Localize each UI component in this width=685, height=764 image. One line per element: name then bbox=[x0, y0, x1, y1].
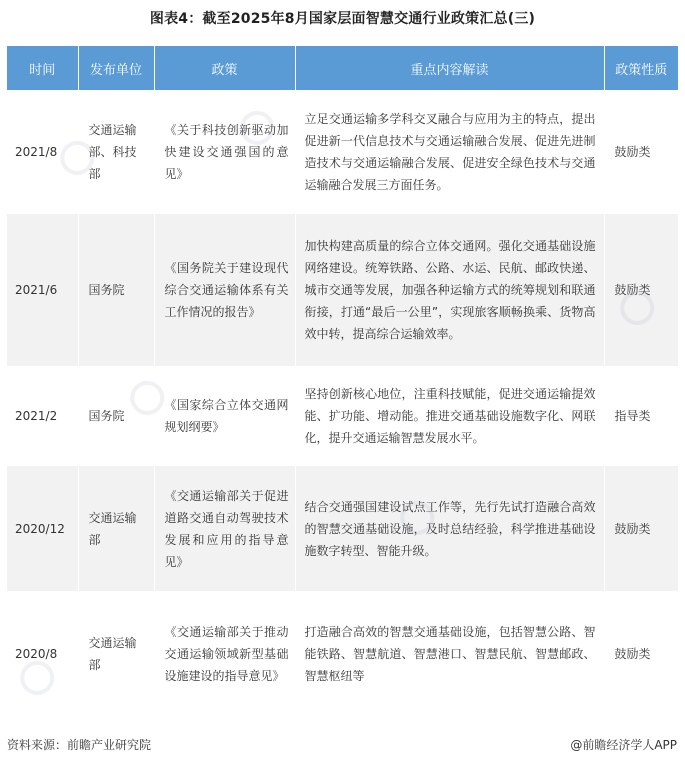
source-note: 资料来源：前瞻产业研究院 bbox=[7, 738, 152, 752]
header-nature: 政策性质 bbox=[604, 46, 678, 90]
cell-content: 加快构建高质量的综合立体交通网。强化交通基础设施网络建设。统筹铁路、公路、水运、民航、邮政快递、城市交通等发展，加强各种运输方式的统筹规划和联通衔接，打通“最后一公里”，实现旅客顺畅换乘、货物高效中转，提高综合运输效率。 bbox=[295, 214, 604, 366]
table-row bbox=[7, 366, 678, 466]
app-credit: @前瞻经济学人APP bbox=[570, 738, 677, 752]
cell-time: 2021/2 bbox=[7, 366, 78, 466]
cell-nature: 鼓励类 bbox=[604, 90, 678, 214]
cell-content: 结合交通强国建设试点工作等，先行先试打造融合高效的智慧交通基础设施，及时总结经验，科学推进基础设施数字转型、智能升级。 bbox=[295, 466, 604, 591]
cell-content: 立足交通运输多学科交叉融合与应用为主的特点，提出促进新一代信息技术与交通运输融合发展、促进先进制造技术与交通运输融合发展、促进安全绿色技术与交通运输融合发展三方面任务。 bbox=[295, 90, 604, 214]
cell-policy: 《关于科技创新驱动加快建设交通强国的意见》 bbox=[154, 90, 295, 214]
chart-title: 图表4：截至2025年8月国家层面智慧交通行业政策汇总(三) bbox=[149, 11, 536, 27]
header-content: 重点内容解读 bbox=[295, 46, 604, 90]
cell-unit: 国务院 bbox=[78, 366, 154, 466]
cell-policy: 《交通运输部关于促进道路交通自动驾驶技术发展和应用的指导意见》 bbox=[154, 466, 295, 591]
cell-policy: 《交通运输部关于推动交通运输领域新型基础设施建设的指导意见》 bbox=[154, 591, 295, 717]
cell-policy: 《国家综合立体交通网规划纲要》 bbox=[154, 366, 295, 466]
table-row bbox=[7, 214, 678, 366]
cell-content: 坚持创新核心地位，注重科技赋能，促进交通运输提效能、扩功能、增动能。推进交通基础设施数字化、网联化，提升交通运输智慧发展水平。 bbox=[295, 366, 604, 466]
cell-time: 2020/8 bbox=[7, 591, 78, 717]
table-row bbox=[7, 591, 678, 717]
table-header-row bbox=[7, 46, 678, 90]
cell-unit: 国务院 bbox=[78, 214, 154, 366]
cell-policy: 《国务院关于建设现代综合交通运输体系有关工作情况的报告》 bbox=[154, 214, 295, 366]
table-row bbox=[7, 466, 678, 591]
policy-table bbox=[7, 46, 678, 717]
header-unit: 发布单位 bbox=[78, 46, 154, 90]
header-time: 时间 bbox=[7, 46, 78, 90]
cell-nature: 鼓励类 bbox=[604, 591, 678, 717]
cell-unit: 交通运输部、科技部 bbox=[78, 90, 154, 214]
cell-unit: 交通运输部 bbox=[78, 591, 154, 717]
cell-time: 2021/8 bbox=[7, 90, 78, 214]
header-policy: 政策 bbox=[154, 46, 295, 90]
table-row bbox=[7, 90, 678, 214]
cell-time: 2021/6 bbox=[7, 214, 78, 366]
cell-nature: 指导类 bbox=[604, 366, 678, 466]
cell-content: 打造融合高效的智慧交通基础设施，包括智慧公路、智能铁路、智慧航道、智慧港口、智慧民航、智慧邮政、智慧枢纽等 bbox=[295, 591, 604, 717]
cell-time: 2020/12 bbox=[7, 466, 78, 591]
cell-unit: 交通运输部 bbox=[78, 466, 154, 591]
cell-nature: 鼓励类 bbox=[604, 466, 678, 591]
cell-nature: 鼓励类 bbox=[604, 214, 678, 366]
